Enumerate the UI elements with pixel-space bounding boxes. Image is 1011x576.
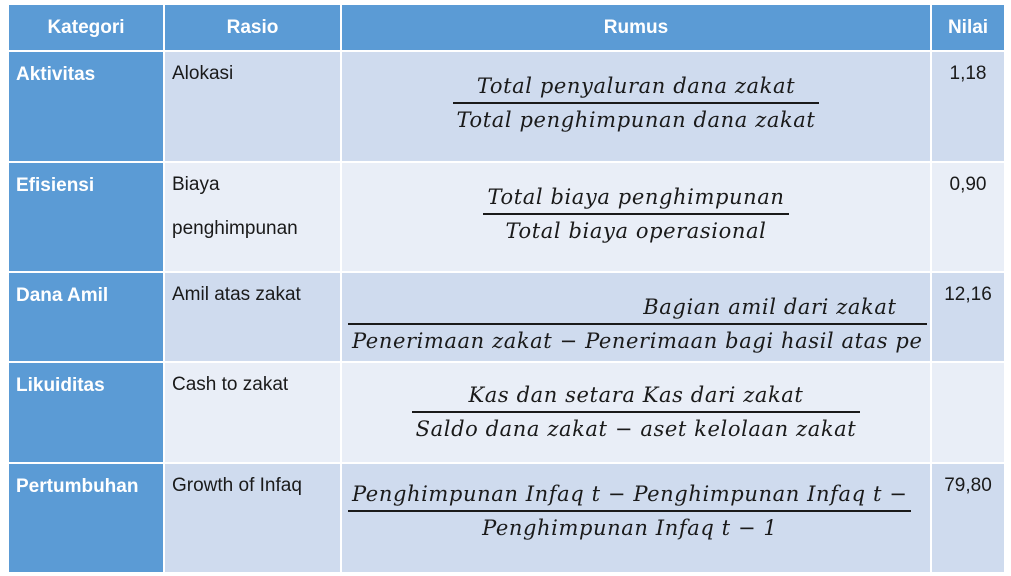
formula-cell	[342, 464, 932, 574]
formula-fraction	[342, 185, 930, 243]
formula-denominator: Total penghimpunan dana zakat	[456, 107, 816, 132]
kategori-cell: Aktivitas	[9, 52, 165, 163]
formula-fraction	[348, 295, 932, 353]
table-row	[9, 163, 1006, 273]
rasio-cell	[165, 464, 342, 574]
table-row	[9, 363, 1006, 464]
formula-cell	[342, 363, 932, 464]
nilai-cell: 1,18	[932, 52, 1006, 163]
nilai-cell: 12,16	[932, 273, 1006, 363]
table-row	[9, 464, 1006, 574]
rasio-cell	[165, 52, 342, 163]
formula-fraction	[342, 383, 930, 441]
rasio-text: Amil atas zakat	[172, 284, 301, 305]
formula-denominator: Penghimpunan Infaq t − 1	[482, 515, 778, 540]
header-kategori: Kategori	[9, 5, 165, 52]
nilai-cell	[932, 363, 1006, 464]
kategori-cell: Dana Amil	[9, 273, 165, 363]
nilai-cell: 0,90	[932, 163, 1006, 273]
ratio-table	[9, 5, 1006, 574]
formula-denominator: Penerimaan zakat − Penerimaan bagi hasil atas pe	[352, 328, 923, 353]
formula-cell	[342, 273, 932, 363]
rasio-text: Cash to zakat	[172, 374, 289, 395]
kategori-cell: Efisiensi	[9, 163, 165, 273]
header-nilai: Nilai	[932, 5, 1006, 52]
formula-cell	[342, 52, 932, 163]
header-row	[9, 5, 1006, 52]
formula-cell	[342, 163, 932, 273]
rasio-text: penghimpunan	[172, 218, 298, 239]
header-rasio: Rasio	[165, 5, 342, 52]
formula-denominator: Total biaya operasional	[505, 218, 767, 243]
kategori-cell: Pertumbuhan	[9, 464, 165, 574]
rasio-text: Growth of Infaq	[172, 475, 302, 496]
formula-numerator: Total biaya penghimpunan	[487, 185, 785, 209]
header-rumus: Rumus	[342, 5, 932, 52]
formula-numerator: Penghimpunan Infaq t − Penghimpunan Infaq t −	[352, 482, 908, 506]
rasio-cell	[165, 363, 342, 464]
formula-denominator: Saldo dana zakat − aset kelolaan zakat	[415, 416, 857, 441]
formula-fraction	[348, 482, 932, 540]
table-row	[9, 52, 1006, 163]
formula-numerator: Bagian amil dari zakat	[643, 295, 897, 319]
kategori-cell: Likuiditas	[9, 363, 165, 464]
rasio-cell	[165, 163, 342, 273]
formula-fraction	[342, 74, 930, 132]
rasio-text: Alokasi	[172, 63, 234, 84]
formula-numerator: Kas dan setara Kas dari zakat	[468, 383, 804, 407]
rasio-cell	[165, 273, 342, 363]
nilai-cell: 79,80	[932, 464, 1006, 574]
formula-numerator: Total penyaluran dana zakat	[476, 74, 796, 98]
table-row	[9, 273, 1006, 363]
rasio-text: Biaya	[172, 174, 220, 195]
